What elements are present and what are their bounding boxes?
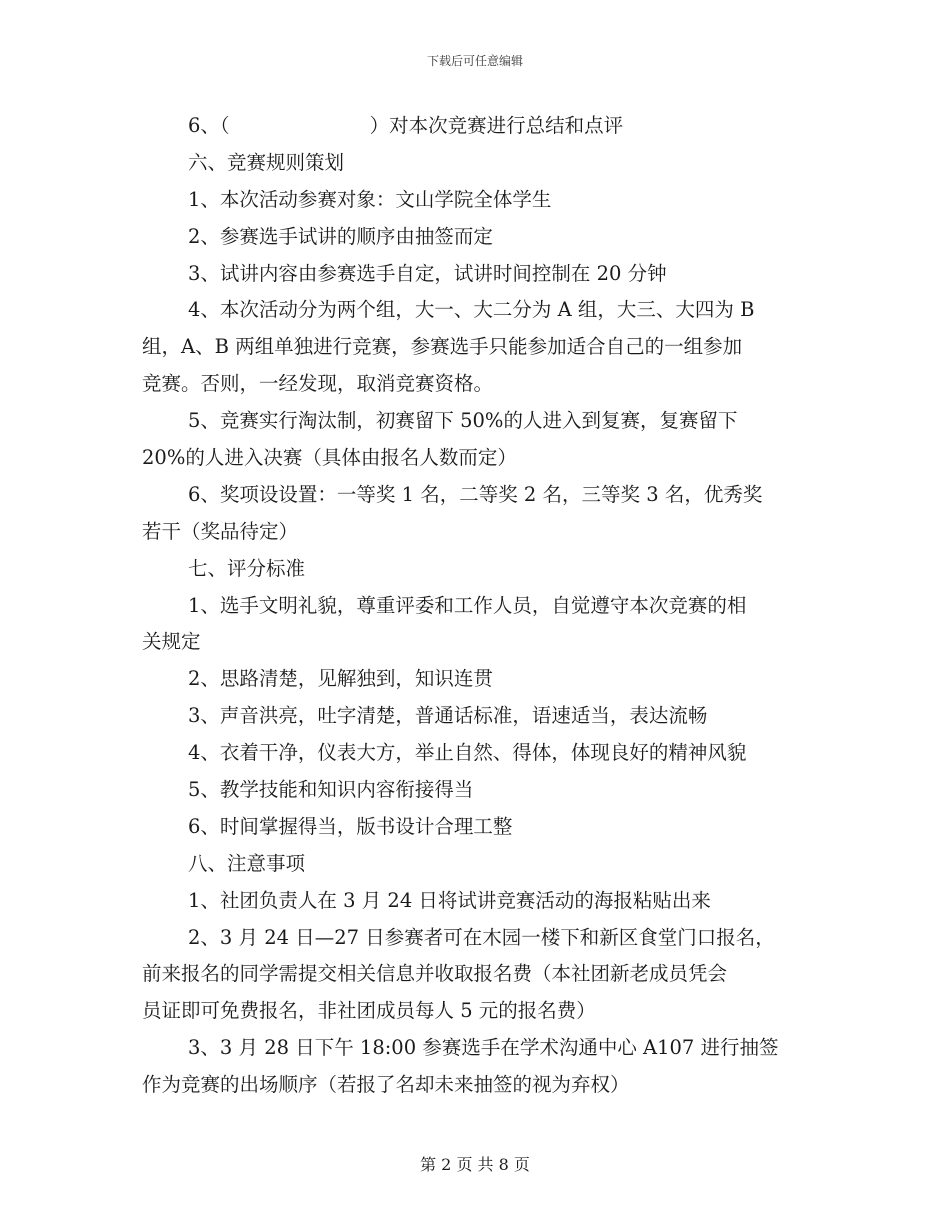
paragraph-line: 6、奖项设设置：一等奖 1 名，二等奖 2 名，三等奖 3 名，优秀奖 (188, 482, 763, 506)
paragraph-line: 作为竞赛的出场顺序（若报了名却未来抽签的视为弃权） (142, 1073, 630, 1097)
list-item-text: 6、（ (188, 114, 230, 137)
list-item-text: ）对本次竞赛进行总结和点评 (369, 114, 624, 137)
list-item: 6、时间掌握得当，版书设计合理工整 (188, 814, 513, 838)
list-item: 3、试讲内容由参赛选手自定，试讲时间控制在 20 分钟 (188, 261, 667, 285)
section-heading-scoring: 七、评分标准 (188, 556, 306, 580)
paragraph-line: 3、3 月 28 日下午 18:00 参赛选手在学术沟通中心 A107 进行抽签 (188, 1036, 779, 1060)
paragraph-line: 关规定 (142, 630, 201, 654)
paragraph-line: 1、选手文明礼貌，尊重评委和工作人员，自觉遵守本次竞赛的相 (188, 593, 747, 617)
list-item: 3、声音洪亮，吐字清楚，普通话标准，语速适当，表达流畅 (188, 704, 708, 728)
section-heading-notes: 八、注意事项 (188, 851, 306, 875)
paragraph-line: 竞赛。否则，一经发现，取消竞赛资格。 (142, 372, 494, 396)
paragraph-line: 若干（奖品待定） (142, 519, 299, 543)
paragraph-line: 20%的人进入决赛（具体由报名人数而定） (142, 446, 517, 470)
list-item: 5、教学技能和知识内容衔接得当 (188, 778, 474, 802)
paragraph-line: 前来报名的同学需提交相关信息并收取报名费（本社团新老成员凭会 (142, 962, 728, 986)
list-item: 4、衣着干净，仪表大方，举止自然、得体，体现良好的精神风貌 (188, 741, 747, 765)
list-item-summary-review (142, 108, 806, 145)
paragraph-line: 5、竞赛实行淘汰制，初赛留下 50%的人进入到复赛，复赛留下 (188, 409, 738, 433)
paragraph-line: 员证即可免费报名，非社团成员每人 5 元的报名费） (142, 999, 596, 1023)
document-body (142, 108, 806, 1104)
paragraph-line: 2、3 月 24 日—27 日参赛者可在木园一楼下和新区食堂门口报名， (188, 925, 775, 949)
list-item: 2、参赛选手试讲的顺序由抽签而定 (188, 224, 493, 248)
page-number: 第 2 页 共 8 页 (420, 1155, 530, 1174)
list-item: 1、社团负责人在 3 月 24 日将试讲竞赛活动的海报粘贴出来 (188, 888, 711, 912)
page-header: 下载后可任意编辑 (426, 54, 523, 68)
list-item: 2、思路清楚，见解独到，知识连贯 (188, 667, 493, 691)
section-heading-rules: 六、竞赛规则策划 (188, 150, 345, 174)
list-item: 1、本次活动参赛对象：文山学院全体学生 (188, 187, 552, 211)
paragraph-line: 4、本次活动分为两个组，大一、大二分为 A 组，大三、大四为 B (188, 298, 755, 322)
paragraph-line: 组，A、B 两组单独进行竞赛，参赛选手只能参加适合自己的一组参加 (142, 335, 743, 359)
